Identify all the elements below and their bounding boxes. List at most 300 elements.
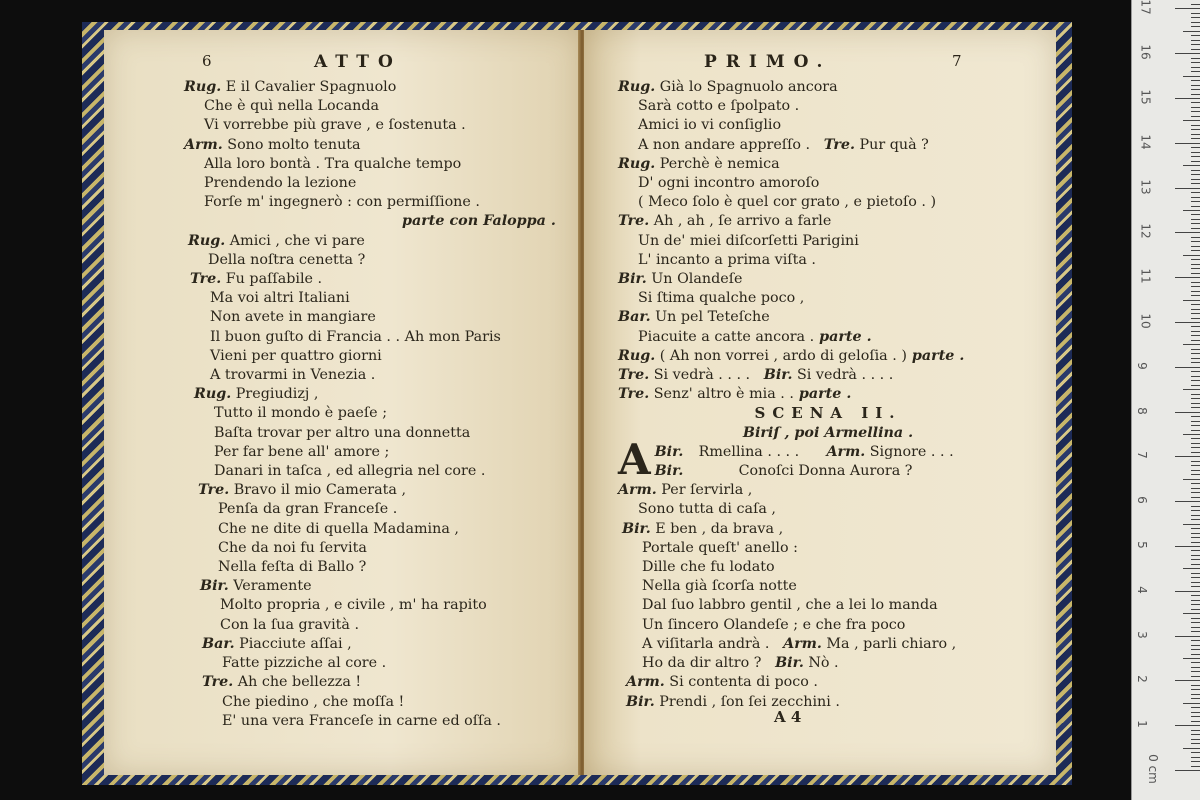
ruler-tick xyxy=(1191,259,1200,260)
ruler-tick xyxy=(1191,206,1200,207)
ruler-tick xyxy=(1191,752,1200,753)
line-text: Fatte pizziche al core . xyxy=(222,655,387,672)
ruler-tick xyxy=(1183,613,1200,614)
ruler-tick xyxy=(1191,394,1200,395)
ruler-number: 6 xyxy=(1134,496,1149,505)
speaker-name: Bir. xyxy=(200,578,229,595)
ruler-tick xyxy=(1191,497,1200,498)
speaker-name: Bir. xyxy=(626,693,655,710)
ruler-tick xyxy=(1191,483,1200,484)
ruler-tick xyxy=(1191,62,1200,63)
text-line xyxy=(184,385,556,404)
ruler-tick xyxy=(1191,586,1200,587)
ruler-tick xyxy=(1191,640,1200,641)
line-text: E il Cavalier Spagnuolo xyxy=(221,79,397,95)
ruler-tick xyxy=(1191,129,1200,130)
line-text: Un ſincero Olandeſe ; e che fra poco xyxy=(642,616,906,633)
ruler-tick xyxy=(1191,676,1200,677)
ruler-tick xyxy=(1191,716,1200,717)
book-spread xyxy=(82,22,1072,785)
ruler-tick xyxy=(1191,600,1200,601)
ruler-tick xyxy=(1191,421,1200,422)
speaker-name: Bir. xyxy=(618,271,647,288)
line-text: Il buon guſto di Francia . . Ah mon Paris xyxy=(210,328,501,345)
ruler-tick xyxy=(1191,537,1200,538)
ruler-tick xyxy=(1191,295,1200,296)
ruler-tick xyxy=(1191,515,1200,516)
ruler-tick xyxy=(1191,134,1200,135)
text-line xyxy=(184,212,556,231)
ruler-tick xyxy=(1191,757,1200,758)
ruler-tick xyxy=(1175,143,1200,144)
ruler-tick xyxy=(1191,671,1200,672)
text-line xyxy=(618,673,1038,692)
ruler-tick xyxy=(1183,344,1200,345)
line-text: Rmellina . . . . xyxy=(698,443,800,460)
ruler-tick xyxy=(1191,331,1200,332)
line-text: Un pel Teteſche xyxy=(650,309,770,326)
ruler-tick xyxy=(1183,300,1200,301)
text-line xyxy=(618,500,1038,519)
ruler-tick xyxy=(1191,559,1200,560)
ruler-tick xyxy=(1191,246,1200,247)
line-text: Prendi , ſon ſei zecchini . xyxy=(654,693,840,710)
text-line xyxy=(184,155,556,174)
text-line xyxy=(184,673,556,692)
speaker-name: Bir. xyxy=(763,367,793,384)
ruler-tick xyxy=(1191,385,1200,386)
line-text: Si ſtima qualche poco , xyxy=(638,290,805,307)
drop-capital: A xyxy=(618,434,651,484)
text-line xyxy=(184,616,556,635)
text-line xyxy=(184,654,556,673)
text-line xyxy=(184,270,556,289)
ruler-tick xyxy=(1183,389,1200,390)
ruler-tick xyxy=(1183,658,1200,659)
ruler-tick xyxy=(1175,680,1200,681)
left-running-head: ATTO xyxy=(314,52,402,72)
line-text: Un Olandeſe xyxy=(646,271,743,288)
text-line xyxy=(184,577,556,596)
text-line xyxy=(184,520,556,539)
ruler-tick xyxy=(1191,667,1200,668)
left-page xyxy=(104,30,582,775)
line-text: Ma , parli chiaro , xyxy=(821,635,957,652)
ruler-tick xyxy=(1191,430,1200,431)
line-text: Per far bene all' amore ; xyxy=(214,443,390,460)
ruler-tick xyxy=(1191,318,1200,319)
ruler-tick xyxy=(1191,766,1200,767)
ruler-tick xyxy=(1183,165,1200,166)
ruler-tick xyxy=(1191,340,1200,341)
ruler-tick xyxy=(1191,519,1200,520)
speaker-name: Arm. xyxy=(618,482,657,499)
ruler-tick xyxy=(1191,17,1200,18)
ruler-tick xyxy=(1191,80,1200,81)
ruler-tick xyxy=(1191,40,1200,41)
ruler-tick xyxy=(1191,461,1200,462)
ruler-tick xyxy=(1183,31,1200,32)
line-text: Fu paſſabile . xyxy=(221,271,323,288)
measuring-ruler xyxy=(1131,0,1200,800)
ruler-tick xyxy=(1191,309,1200,310)
speaker-name: Rug. xyxy=(618,79,656,95)
text-line xyxy=(618,212,1038,231)
text-line xyxy=(618,539,1038,558)
ruler-tick xyxy=(1183,76,1200,77)
line-text: Signore . . . xyxy=(865,443,954,460)
ruler-tick xyxy=(1191,26,1200,27)
ruler-tick xyxy=(1175,98,1200,99)
text-line xyxy=(184,97,556,116)
ruler-tick xyxy=(1191,237,1200,238)
line-text: Dal ſuo labbro gentil , che a lei lo manda xyxy=(642,597,938,614)
line-text: Ho da dir altro ? xyxy=(642,655,762,672)
ruler-tick xyxy=(1191,89,1200,90)
speaker-name: Rug. xyxy=(618,347,656,364)
ruler-tick xyxy=(1175,770,1200,771)
ruler-tick xyxy=(1191,649,1200,650)
ruler-tick xyxy=(1191,564,1200,565)
text-line xyxy=(184,289,556,308)
right-running-head: PRIMO. xyxy=(704,52,832,72)
ruler-tick xyxy=(1175,456,1200,457)
line-text: Nella feſta di Ballo ? xyxy=(218,559,367,576)
text-line xyxy=(184,78,556,97)
left-page-number: 6 xyxy=(202,52,212,70)
ruler-tick xyxy=(1191,734,1200,735)
speaker-name: Bar. xyxy=(202,635,235,652)
ruler-tick xyxy=(1191,555,1200,556)
stage-direction: parte . xyxy=(814,328,872,345)
ruler-tick xyxy=(1191,335,1200,336)
text-line xyxy=(618,385,1038,404)
text-line xyxy=(184,347,556,366)
text-line xyxy=(618,116,1038,135)
text-line xyxy=(184,635,556,654)
line-text: Che da noi fu ſervita xyxy=(218,539,367,556)
ruler-tick xyxy=(1191,161,1200,162)
ruler-tick xyxy=(1191,49,1200,50)
speaker-name: Rug. xyxy=(618,155,656,172)
ruler-number: 11 xyxy=(1138,268,1153,284)
stage-direction: parte . xyxy=(793,386,852,403)
ruler-tick xyxy=(1191,743,1200,744)
text-line xyxy=(184,693,556,712)
speaker-name: Bir. xyxy=(654,463,684,480)
ruler-number: 13 xyxy=(1138,178,1153,195)
right-page-text xyxy=(618,78,1038,712)
ruler-tick xyxy=(1191,443,1200,444)
text-line xyxy=(184,443,556,462)
line-text: Per ſervirla , xyxy=(656,482,753,499)
line-text: Si vedrà . . . . xyxy=(792,367,894,384)
ruler-tick xyxy=(1191,214,1200,215)
text-line xyxy=(184,366,556,385)
ruler-tick xyxy=(1175,412,1200,413)
text-line xyxy=(618,462,1038,481)
line-text: Ah , ah , ſe arrivo a farle xyxy=(649,213,832,230)
ruler-tick xyxy=(1191,550,1200,551)
text-line xyxy=(618,577,1038,596)
signature-mark: A 4 xyxy=(774,708,802,726)
line-text: E ben , da brava , xyxy=(650,520,784,537)
line-text: Piacciute aſſai , xyxy=(234,635,352,652)
ruler-tick xyxy=(1191,304,1200,305)
line-text: Alla loro bontà . Tra qualche tempo xyxy=(204,155,462,172)
speaker-name: Tre. xyxy=(202,674,234,691)
line-text: Con la ſua gravità . xyxy=(220,616,360,633)
ruler-tick xyxy=(1191,631,1200,632)
line-text: Non avete in mangiare xyxy=(210,309,376,326)
ruler-tick xyxy=(1175,188,1200,189)
line-text: E' una vera Franceſe in carne ed oſſa . xyxy=(222,712,501,729)
line-text: Tutto il mondo è paeſe ; xyxy=(214,405,388,422)
line-text: Sono molto tenuta xyxy=(222,136,361,153)
line-text: Sono tutta di caſa , xyxy=(638,501,776,518)
ruler-tick xyxy=(1183,748,1200,749)
ruler-tick xyxy=(1191,58,1200,59)
ruler-tick xyxy=(1191,362,1200,363)
ruler-tick xyxy=(1183,568,1200,569)
line-text: Senz' altro è mia . . xyxy=(649,386,794,403)
line-text: Pregiudizj , xyxy=(231,386,319,403)
line-text: Baſta trovar per altro una donnetta xyxy=(214,424,471,441)
speaker-name: Tre. xyxy=(198,482,230,499)
text-line xyxy=(618,635,1038,654)
text-line xyxy=(618,347,1038,366)
stage-direction: parte . xyxy=(906,347,965,364)
ruler-tick xyxy=(1191,197,1200,198)
ruler-tick xyxy=(1191,264,1200,265)
text-line xyxy=(618,155,1038,174)
ruler-number: 17 xyxy=(1138,0,1153,16)
text-line xyxy=(618,251,1038,270)
speaker-name: Tre. xyxy=(618,367,650,384)
ruler-tick xyxy=(1191,94,1200,95)
line-text: Già lo Spagnuolo ancora xyxy=(655,79,838,95)
speaker-name: Arm. xyxy=(184,136,223,153)
line-text: A non andare appreſſo . xyxy=(638,136,811,153)
text-line xyxy=(618,97,1038,116)
text-line xyxy=(184,462,556,481)
text-line xyxy=(184,116,556,135)
speaker-name: Arm. xyxy=(826,443,866,460)
ruler-tick xyxy=(1191,465,1200,466)
speaker-name: Bar. xyxy=(618,309,651,326)
text-line xyxy=(618,78,1038,97)
ruler-tick xyxy=(1191,573,1200,574)
ruler-tick xyxy=(1183,479,1200,480)
ruler-tick xyxy=(1191,721,1200,722)
ruler-tick xyxy=(1175,636,1200,637)
ruler-tick xyxy=(1191,761,1200,762)
line-text: Bravo il mio Camerata , xyxy=(229,482,407,499)
speaker-name: Rug. xyxy=(194,386,232,403)
ruler-tick xyxy=(1191,416,1200,417)
text-line xyxy=(184,232,556,251)
ruler-number: 16 xyxy=(1138,44,1153,60)
ruler-tick xyxy=(1191,147,1200,148)
ruler-tick xyxy=(1191,192,1200,193)
line-text: parte con Faloppa . xyxy=(402,213,556,230)
ruler-number: 12 xyxy=(1138,223,1153,240)
ruler-tick xyxy=(1175,322,1200,323)
ruler-tick xyxy=(1191,273,1200,274)
speaker-name: Tre. xyxy=(823,136,855,153)
ruler-tick xyxy=(1191,85,1200,86)
line-text: Pur quà ? xyxy=(854,136,929,153)
ruler-number: 0 cm xyxy=(1145,754,1160,784)
ruler-tick xyxy=(1175,501,1200,502)
ruler-tick xyxy=(1191,452,1200,453)
ruler-tick xyxy=(1191,228,1200,229)
ruler-tick xyxy=(1191,219,1200,220)
ruler-tick xyxy=(1175,53,1200,54)
line-text: Portale queſt' anello : xyxy=(642,539,798,556)
text-line xyxy=(618,558,1038,577)
ruler-tick xyxy=(1191,353,1200,354)
ruler-tick xyxy=(1191,223,1200,224)
ruler-tick xyxy=(1183,703,1200,704)
ruler-tick xyxy=(1191,179,1200,180)
ruler-tick xyxy=(1191,474,1200,475)
ruler-tick xyxy=(1191,376,1200,377)
text-line xyxy=(618,308,1038,327)
ruler-number: 10 xyxy=(1138,313,1153,329)
text-line xyxy=(184,558,556,577)
ruler-number: 4 xyxy=(1134,585,1149,594)
ruler-tick xyxy=(1191,13,1200,14)
scene-title: SCENA II. xyxy=(754,404,902,423)
ruler-number: 14 xyxy=(1138,134,1153,150)
line-text: A trovarmi in Venezia . xyxy=(210,367,376,384)
ruler-tick xyxy=(1191,174,1200,175)
ruler-tick xyxy=(1191,528,1200,529)
ruler-tick xyxy=(1191,622,1200,623)
ruler-tick xyxy=(1191,604,1200,605)
text-line xyxy=(618,520,1038,539)
ruler-tick xyxy=(1191,533,1200,534)
line-text: Si vedrà . . . . xyxy=(649,367,751,384)
line-text: Un de' miei diſcorſetti Parigini xyxy=(638,232,859,249)
line-text: Nella già ſcorſa notte xyxy=(642,578,797,595)
ruler-tick xyxy=(1191,398,1200,399)
ruler-tick xyxy=(1175,725,1200,726)
ruler-tick xyxy=(1191,380,1200,381)
ruler-tick xyxy=(1191,689,1200,690)
line-text: Conoſci Donna Aurora ? xyxy=(738,463,913,480)
speaker-name: Bir. xyxy=(775,655,804,672)
ruler-tick xyxy=(1191,712,1200,713)
ruler-tick xyxy=(1191,510,1200,511)
ruler-number: 9 xyxy=(1134,361,1149,370)
ruler-tick xyxy=(1191,183,1200,184)
ruler-tick xyxy=(1191,268,1200,269)
speaker-name: Tre. xyxy=(618,213,650,230)
ruler-tick xyxy=(1191,685,1200,686)
ruler-tick xyxy=(1191,107,1200,108)
line-text: Che è quì nella Locanda xyxy=(204,98,380,115)
ruler-tick xyxy=(1191,425,1200,426)
ruler-tick xyxy=(1191,492,1200,493)
text-line xyxy=(618,174,1038,193)
ruler-tick xyxy=(1191,595,1200,596)
text-line xyxy=(618,232,1038,251)
line-text: Veramente xyxy=(228,578,312,595)
ruler-number: 15 xyxy=(1138,89,1153,105)
text-line xyxy=(184,328,556,347)
ruler-tick xyxy=(1191,739,1200,740)
ruler-tick xyxy=(1191,577,1200,578)
ruler-tick xyxy=(1191,326,1200,327)
line-text: Molto propria , e civile , m' ha rapito xyxy=(220,597,487,614)
ruler-number: 3 xyxy=(1134,630,1149,639)
ruler-tick xyxy=(1191,447,1200,448)
ruler-tick xyxy=(1191,371,1200,372)
text-line xyxy=(184,596,556,615)
ruler-tick xyxy=(1191,44,1200,45)
text-line xyxy=(618,289,1038,308)
text-line xyxy=(618,270,1038,289)
ruler-tick xyxy=(1191,662,1200,663)
ruler-tick xyxy=(1191,156,1200,157)
line-text: Nò . xyxy=(803,655,839,672)
text-line xyxy=(618,654,1038,673)
ruler-tick xyxy=(1175,367,1200,368)
speaker-name: Bir. xyxy=(654,443,684,460)
text-line xyxy=(184,174,556,193)
ruler-tick xyxy=(1191,618,1200,619)
ruler-tick xyxy=(1191,694,1200,695)
ruler-tick xyxy=(1175,232,1200,233)
ruler-tick xyxy=(1175,546,1200,547)
line-text: Forſe m' ingegnerò : con permiſſione . xyxy=(204,194,480,211)
ruler-number: 7 xyxy=(1134,451,1149,460)
ruler-tick xyxy=(1191,291,1200,292)
ruler-tick xyxy=(1191,707,1200,708)
right-page-number: 7 xyxy=(952,52,962,70)
ruler-tick xyxy=(1191,730,1200,731)
line-text: ( Ah non vorrei , ardo di geloſia . ) xyxy=(655,347,907,364)
ruler-tick xyxy=(1191,403,1200,404)
ruler-tick xyxy=(1175,8,1200,9)
text-line xyxy=(618,193,1038,212)
ruler-tick xyxy=(1191,170,1200,171)
ruler-tick xyxy=(1191,71,1200,72)
line-text: ( Meco ſolo è quel cor grato , e pietoſo . ) xyxy=(638,194,937,211)
speaker-name: Tre. xyxy=(190,271,222,288)
ruler-tick xyxy=(1191,152,1200,153)
text-line xyxy=(618,328,1038,347)
speaker-name: Arm. xyxy=(626,674,665,691)
line-text: A viſitarla andrà . xyxy=(642,635,770,652)
ruler-tick xyxy=(1191,241,1200,242)
ruler-tick xyxy=(1175,277,1200,278)
line-text: Si contenta di poco . xyxy=(664,674,818,691)
ruler-tick xyxy=(1191,201,1200,202)
text-line xyxy=(184,712,556,731)
text-line xyxy=(184,539,556,558)
line-text: Piacuite a catte ancora . xyxy=(638,328,815,345)
text-line xyxy=(184,251,556,270)
text-line xyxy=(184,136,556,155)
line-text: Amici , che vi pare xyxy=(225,232,365,249)
ruler-number: 8 xyxy=(1134,406,1149,415)
line-text: Dille che fu lodato xyxy=(642,559,775,576)
line-text: Sarà cotto e ſpolpato . xyxy=(638,98,800,115)
ruler-tick xyxy=(1191,542,1200,543)
